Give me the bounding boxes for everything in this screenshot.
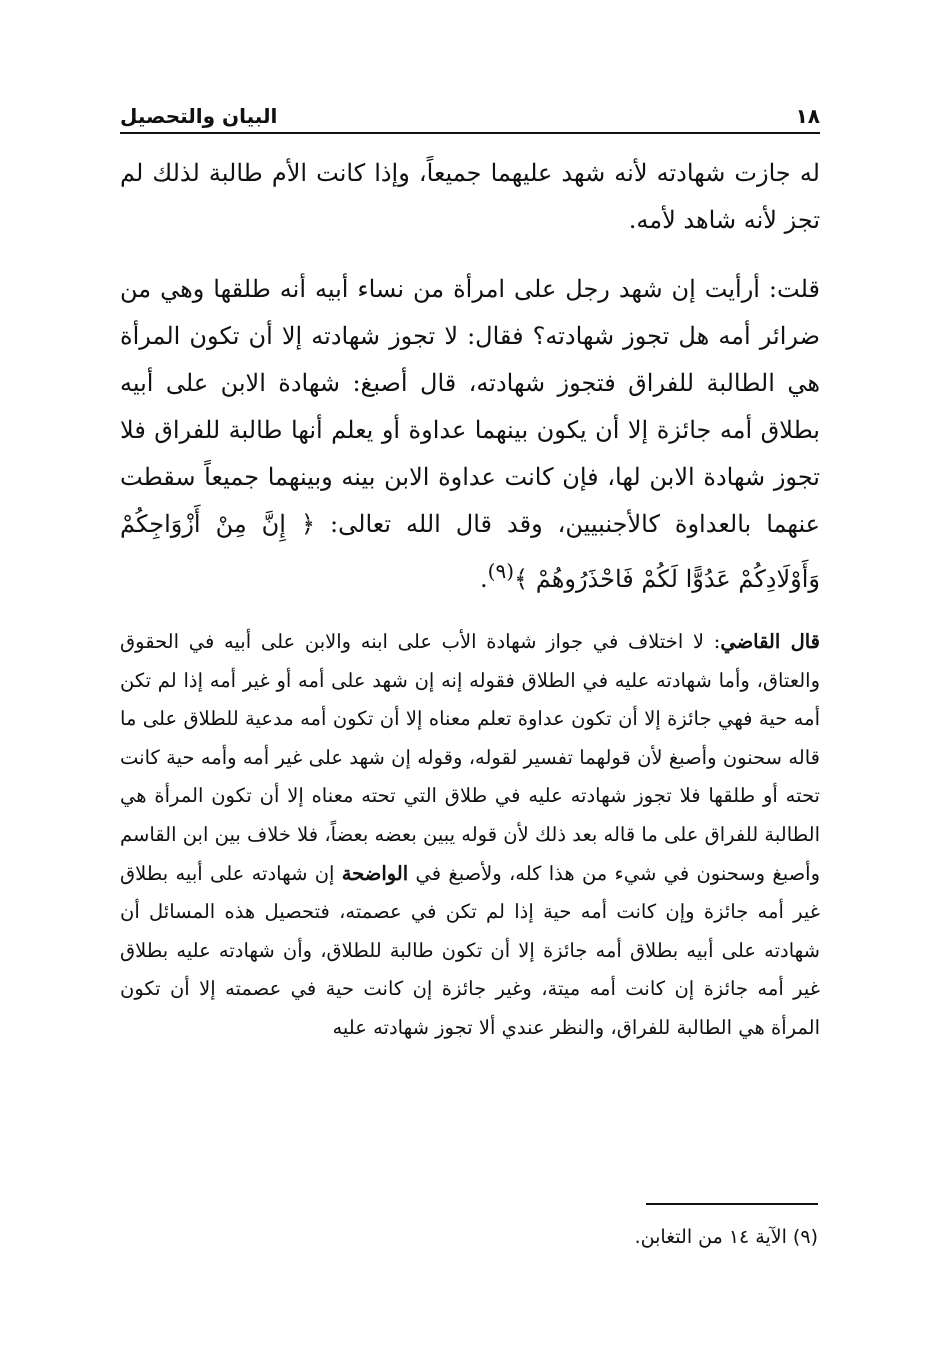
footnote-rule: [646, 1203, 818, 1205]
paragraph-2: [120, 266, 820, 603]
paragraph-2-text: قلت: أرأيت إن شهد رجل على امرأة من نساء أبيه أنه طلقها وهي من ضرائر أمه هل تجوز شهادته؟ فقال: لا تجوز شهادته إلا أن تكون المرأة هي الطالبة للفراق فتجوز شهادته، قال أصبغ: شهادة الابن على أبيه بطلاق أمه جائزة إلا أن يكون بينهما عداوة أو يعلم أنها طالبة للفراق فلا تجوز شهادة الابن لها، فإن كانت عداوة الابن بينه وبينهما جميعاً سقطت عنهما بالعداوة كالأجنبيين، وقد قال الله تعالى:: [120, 275, 821, 538]
page-header: [120, 92, 820, 128]
running-title: البيان والتحصيل: [120, 104, 278, 128]
judge-heading: قال القاضي: [720, 630, 820, 653]
main-text: [120, 150, 820, 1048]
footnote: (٩) الآية ١٤ من التغابن.: [634, 1226, 818, 1248]
paragraph-3-text-1: : لا اختلاف في جواز شهادة الأب على ابنه والابن على أبيه في الحقوق والعتاق، وأما شهادته عليه في الطلاق فقوله إنه إن شهد على أمه أو غير أمه إذا لم تكن أمه حية فهي جائزة إلا أن تكون عداوة تعلم معناه إلا أن تكون أمه مدعية للطلاق على ما قاله سحنون وأصبغ لأن قولهما تفسير لقوله، وقوله إن شهد على غير أمه وأمه حية كانت تحته أو طلقها فلا تجوز شهادته عليه في طلاق التي تحته معناه إلا أن تكون المرأة هي الطالبة للفراق على ما قاله بعد ذلك لأن قوله يبين بعضه بعضاً، فلا خلاف بين ابن القاسم وأصبغ وسحنون في شيء من هذا كله، ولأصبغ في: [120, 630, 820, 885]
page-number: ١٨: [795, 104, 820, 128]
quran-verse: ﴿ إِنَّ مِنْ أَزْوَاجِكُمْ وَأَوْلَادِكُمْ عَدُوًّا لَكُمْ فَاحْذَرُوهُمْ ﴾: [120, 510, 820, 593]
paragraph-3-text-2: إن شهادته على أبيه بطلاق غير أمه جائزة وإن كانت أمه حية إذا لم تكن في عصمته، فتحصيل هذه المسائل أن شهادته على أبيه بطلاق أمه جائزة إلا أن تكون طالبة للطلاق، وأن شهادته عليه بطلاق غير أمه جائزة إن كانت أمه ميتة، وغير جائزة إن كانت حية في عصمته إلا أن تكون المرأة هي الطالبة للفراق، والنظر عندي ألا تجوز شهادته عليه: [120, 861, 820, 1039]
header-rule: [120, 132, 820, 134]
book-title-wadiha: الواضحة: [341, 861, 409, 885]
paragraph-2-end: .: [480, 565, 488, 593]
footnote-ref: (٩): [487, 559, 515, 583]
paragraph-1: [120, 150, 820, 244]
paragraph-1-text: له جازت شهادته لأنه شهد عليهما جميعاً، وإذا كانت الأم طالبة لذلك لم تجز لأنه شاهد لأمه.: [120, 159, 820, 234]
paragraph-3: [120, 623, 820, 1048]
